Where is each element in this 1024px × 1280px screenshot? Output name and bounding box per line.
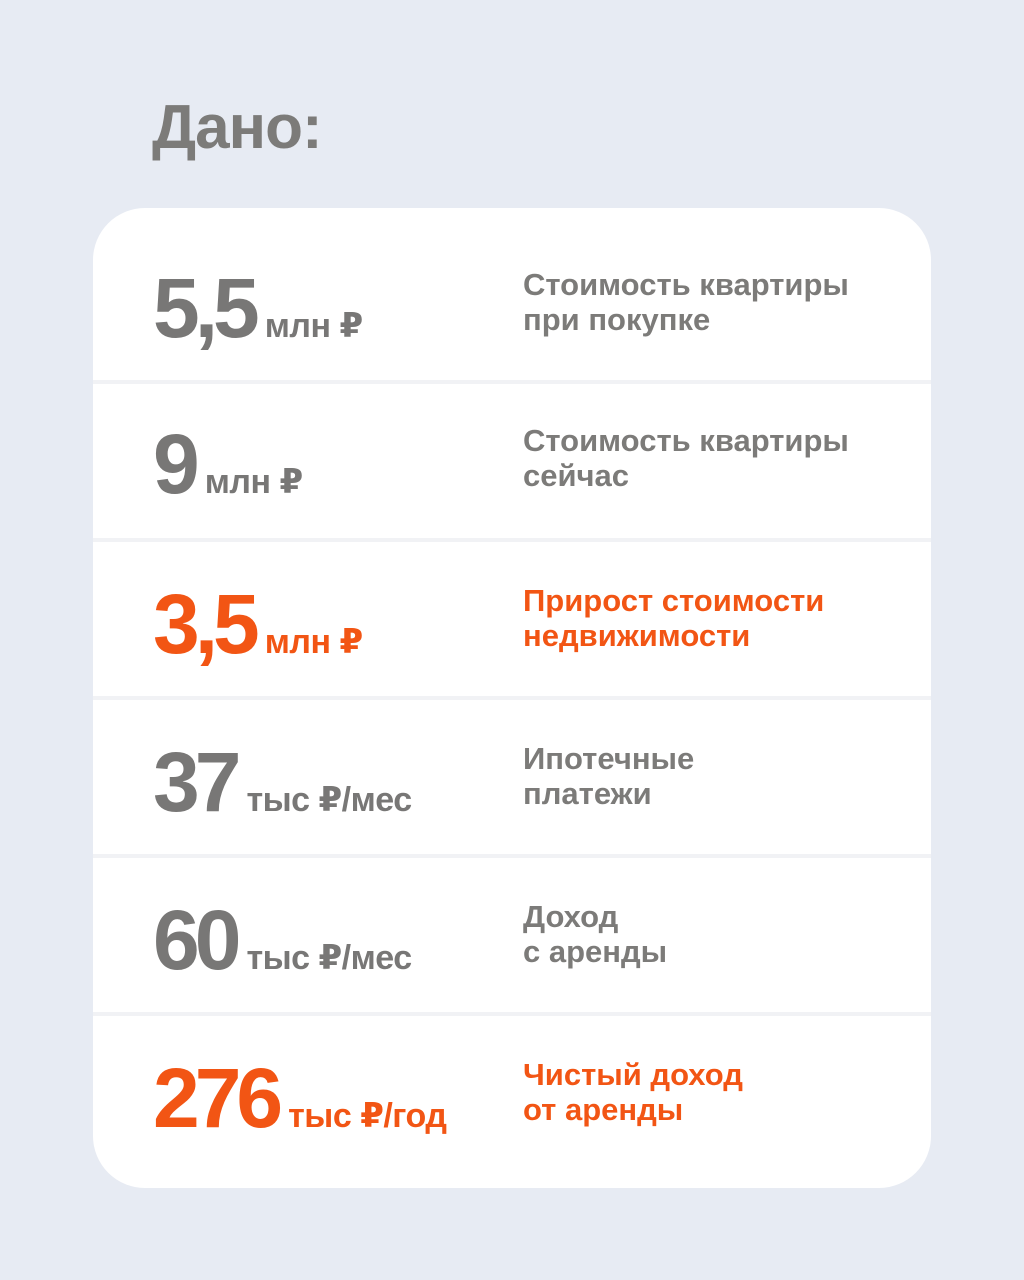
value-unit: млн ₽ — [204, 463, 303, 501]
label-line: Стоимость квартиры — [523, 423, 849, 458]
label-line: сейчас — [523, 458, 630, 493]
row-mortgage-payments — [93, 698, 931, 854]
label-line: Доход — [523, 899, 619, 934]
row-current-price — [93, 380, 931, 536]
value-number: 5,5 — [153, 261, 255, 355]
label-line: Ипотечные — [523, 741, 695, 776]
label-line: недвижимости — [523, 618, 751, 653]
data-card — [93, 208, 931, 1188]
value — [153, 417, 303, 511]
row-label — [523, 423, 903, 493]
label-line: Стоимость квартиры — [523, 267, 849, 302]
value-unit: тыс ₽/год — [288, 1097, 447, 1135]
row-label — [523, 899, 903, 969]
value-number: 37 — [153, 735, 237, 829]
value-number: 9 — [153, 417, 195, 511]
row-price-growth — [93, 540, 931, 696]
value-number: 3,5 — [153, 577, 255, 671]
row-label — [523, 583, 903, 653]
label-line: платежи — [523, 776, 652, 811]
value-unit: тыс ₽/мес — [246, 781, 412, 819]
value-unit: млн ₽ — [264, 307, 363, 345]
label-line: от аренды — [523, 1092, 684, 1127]
row-label — [523, 741, 903, 811]
value — [153, 893, 412, 987]
row-net-rental-income — [93, 1014, 931, 1170]
value-unit: тыс ₽/мес — [246, 939, 412, 977]
page-title: Дано: — [152, 93, 322, 162]
row-rental-income — [93, 856, 931, 1012]
label-line: при покупке — [523, 302, 711, 337]
value-number: 60 — [153, 893, 237, 987]
label-line: Прирост стоимости — [523, 583, 825, 618]
row-purchase-price — [93, 224, 931, 380]
value — [153, 735, 412, 829]
value — [153, 577, 363, 671]
label-line: с аренды — [523, 934, 668, 969]
value — [153, 1051, 447, 1145]
row-label — [523, 1057, 903, 1127]
value — [153, 261, 363, 355]
value-unit: млн ₽ — [264, 623, 363, 661]
label-line: Чистый доход — [523, 1057, 743, 1092]
value-number: 276 — [153, 1051, 279, 1145]
row-label — [523, 267, 903, 337]
